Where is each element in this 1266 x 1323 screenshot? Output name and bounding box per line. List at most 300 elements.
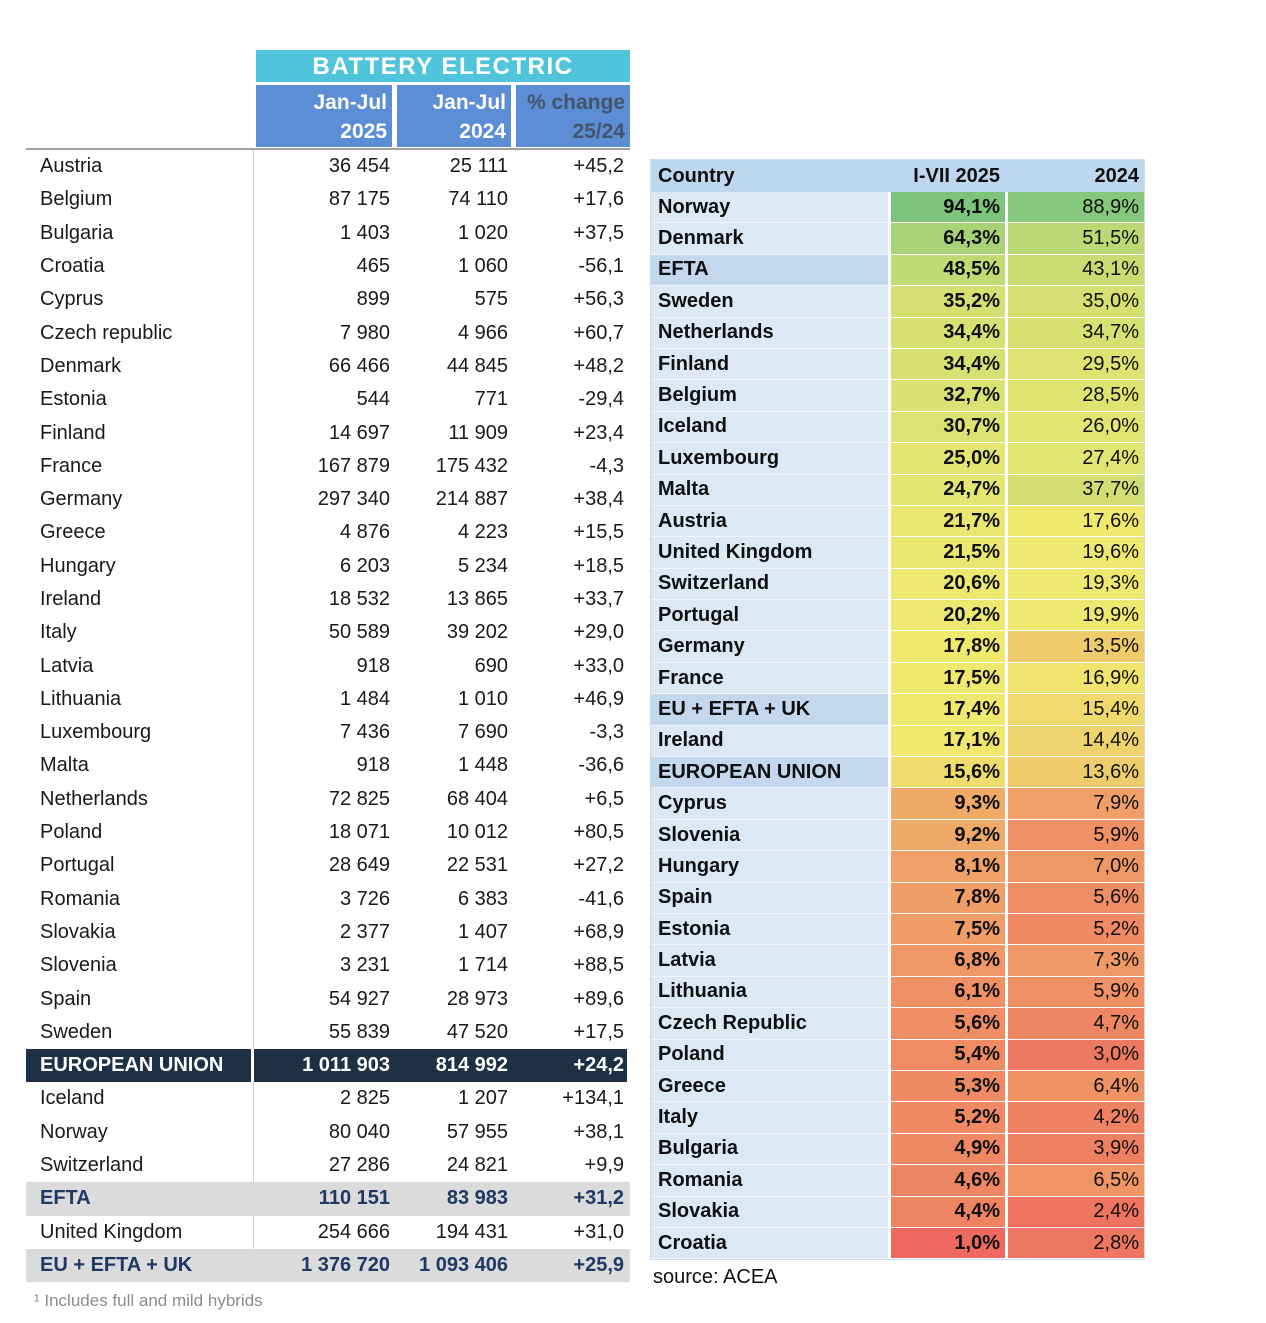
value-jan-jul-2024: 5 234	[457, 554, 508, 577]
left-table-row	[26, 982, 630, 1015]
value-jan-jul-2025: 1 011 903	[302, 1054, 390, 1077]
value-pct-change: +15,5	[573, 521, 624, 544]
left-table-row	[26, 516, 630, 549]
value-jan-jul-2024: 22 531	[446, 854, 508, 877]
share-2025-cell: 6,1%	[888, 977, 1005, 1008]
country-label: Latvia	[651, 945, 888, 976]
value-jan-jul-2024: 690	[474, 654, 508, 677]
right-table-row	[651, 851, 1144, 882]
value-jan-jul-2024: 47 520	[446, 1020, 508, 1043]
header-country: Country	[658, 164, 735, 187]
right-table-row	[651, 1071, 1144, 1102]
value-jan-jul-2024: 10 012	[446, 821, 508, 844]
share-2025-cell: 30,7%	[888, 412, 1005, 443]
left-table-row	[26, 716, 630, 749]
value-jan-jul-2024: 814 992	[435, 1054, 508, 1077]
value-jan-jul-2024: 39 202	[446, 621, 508, 644]
share-2025-cell: 5,3%	[888, 1071, 1005, 1102]
value-pct-change: +45,2	[573, 155, 624, 178]
country-label: Switzerland	[651, 569, 888, 600]
share-2025-cell: 64,3%	[888, 223, 1005, 254]
country-label: Lithuania	[651, 977, 888, 1008]
value-pct-change: -56,1	[578, 255, 624, 278]
share-2024-cell: 28,5%	[1005, 380, 1144, 411]
country-label: France	[651, 663, 888, 694]
share-2025-cell: 15,6%	[888, 757, 1005, 788]
left-table-row	[26, 316, 630, 349]
share-2025-cell: 32,7%	[888, 380, 1005, 411]
share-2025-cell: 34,4%	[888, 318, 1005, 349]
value-pct-change: +6,5	[584, 787, 624, 810]
source-label: source: ACEA	[653, 1266, 778, 1288]
value-jan-jul-2025: 3 726	[339, 887, 390, 910]
left-table-row	[26, 183, 630, 216]
value-jan-jul-2024: 13 865	[446, 588, 508, 610]
left-table-row	[26, 250, 630, 283]
country-label: Cyprus	[651, 788, 888, 819]
value-jan-jul-2025: 18 532	[328, 588, 390, 610]
country-label: Sweden	[26, 1016, 254, 1049]
right-table-rows	[651, 192, 1144, 1259]
country-label: Austria	[651, 506, 888, 537]
value-pct-change: -36,6	[578, 754, 624, 777]
country-label: Bulgaria	[26, 217, 254, 250]
country-label: Germany	[651, 631, 888, 662]
value-jan-jul-2024: 1 060	[457, 255, 508, 278]
left-table-row	[26, 416, 630, 449]
right-table-row	[651, 883, 1144, 914]
country-label: Germany	[26, 483, 254, 516]
country-label: Romania	[26, 883, 254, 916]
value-jan-jul-2024: 4 223	[457, 521, 508, 544]
value-jan-jul-2024: 1 010	[457, 687, 508, 710]
share-2024-cell: 4,7%	[1005, 1008, 1144, 1039]
value-jan-jul-2024: 1 448	[457, 754, 508, 777]
right-table-row	[651, 945, 1144, 976]
right-table-row	[651, 255, 1144, 286]
country-label: Greece	[26, 516, 254, 549]
country-label: EU + EFTA + UK	[651, 694, 888, 725]
value-jan-jul-2024: 57 955	[446, 1120, 508, 1143]
col-header-line: 2024	[459, 120, 506, 143]
col-header-line: 25/24	[572, 120, 625, 143]
country-label: Luxembourg	[651, 443, 888, 474]
share-2025-cell: 20,6%	[888, 569, 1005, 600]
value-jan-jul-2024: 1 714	[457, 954, 508, 977]
share-2025-cell: 24,7%	[888, 475, 1005, 506]
value-jan-jul-2025: 7 436	[339, 721, 390, 744]
share-2024-cell: 27,4%	[1005, 443, 1144, 474]
share-2025-cell: 7,8%	[888, 883, 1005, 914]
left-table-row	[26, 1116, 630, 1149]
left-table-row	[26, 616, 630, 649]
col-header-line: Jan-Jul	[313, 91, 387, 114]
share-2025-cell: 5,2%	[888, 1102, 1005, 1133]
value-pct-change: +33,7	[573, 588, 624, 610]
share-2025-cell: 21,7%	[888, 506, 1005, 537]
share-2025-cell: 7,5%	[888, 914, 1005, 945]
value-jan-jul-2025: 27 286	[328, 1154, 390, 1177]
right-table-row	[651, 977, 1144, 1008]
country-label: Malta	[651, 475, 888, 506]
market-share-table	[651, 160, 1144, 1259]
right-table-row	[651, 1134, 1144, 1165]
country-label: Greece	[651, 1071, 888, 1102]
share-2024-cell: 3,9%	[1005, 1134, 1144, 1165]
value-jan-jul-2025: 110 151	[318, 1187, 390, 1210]
value-pct-change: -29,4	[578, 388, 624, 411]
left-table-row	[26, 350, 630, 383]
value-jan-jul-2025: 918	[356, 654, 390, 677]
value-pct-change: +37,5	[573, 221, 624, 244]
share-2025-cell: 9,3%	[888, 788, 1005, 819]
right-table-row	[651, 443, 1144, 474]
value-jan-jul-2025: 6 203	[339, 554, 390, 577]
country-label: Poland	[26, 816, 254, 849]
value-pct-change: +48,2	[573, 354, 624, 377]
value-jan-jul-2024: 1 093 406	[419, 1253, 508, 1276]
right-table-row	[651, 506, 1144, 537]
value-jan-jul-2025: 297 340	[317, 488, 390, 511]
value-jan-jul-2024: 11 909	[448, 421, 508, 444]
value-jan-jul-2025: 50 589	[328, 621, 390, 644]
country-label: Italy	[651, 1102, 888, 1133]
share-2024-cell: 88,9%	[1005, 192, 1144, 223]
left-table-row	[26, 783, 630, 816]
country-label: Bulgaria	[651, 1134, 888, 1165]
left-table-row	[26, 949, 630, 982]
value-pct-change: +29,0	[573, 621, 624, 644]
value-pct-change: +134,1	[562, 1087, 624, 1110]
right-table-row	[651, 1228, 1144, 1259]
value-jan-jul-2024: 771	[474, 388, 508, 411]
value-jan-jul-2025: 80 040	[328, 1120, 390, 1143]
value-jan-jul-2025: 2 825	[339, 1087, 390, 1110]
country-label: Iceland	[651, 412, 888, 443]
left-table-rows	[26, 148, 630, 1282]
country-label: Finland	[26, 416, 254, 449]
right-table-row	[651, 1102, 1144, 1133]
country-label: Austria	[26, 150, 254, 183]
battery-electric-title: BATTERY ELECTRIC	[256, 50, 630, 82]
value-pct-change: +24,2	[573, 1054, 624, 1077]
value-jan-jul-2025: 1 403	[339, 221, 390, 244]
right-table-row	[651, 757, 1144, 788]
country-label: Croatia	[26, 250, 254, 283]
country-label: EUROPEAN UNION	[651, 757, 888, 788]
country-label: Luxembourg	[26, 716, 254, 749]
value-pct-change: +31,2	[573, 1187, 624, 1210]
col-header-jan-jul-2024	[397, 85, 511, 147]
value-jan-jul-2024: 4 966	[457, 321, 508, 344]
value-pct-change: +23,4	[573, 421, 624, 444]
share-2024-cell: 2,4%	[1005, 1197, 1144, 1228]
col-header-line: % change	[526, 91, 625, 114]
share-2024-cell: 51,5%	[1005, 223, 1144, 254]
value-jan-jul-2025: 899	[356, 288, 390, 311]
right-table-row	[651, 600, 1144, 631]
value-pct-change: +9,9	[584, 1154, 624, 1177]
share-2025-cell: 94,1%	[888, 192, 1005, 223]
share-2024-cell: 43,1%	[1005, 255, 1144, 286]
value-jan-jul-2024: 25 111	[449, 155, 508, 178]
left-table-row	[26, 150, 630, 183]
country-label: Norway	[26, 1116, 254, 1149]
country-label: Slovenia	[651, 820, 888, 851]
country-label: Portugal	[651, 600, 888, 631]
value-jan-jul-2024: 44 845	[446, 354, 508, 377]
right-table-row	[651, 914, 1144, 945]
right-table-row	[651, 631, 1144, 662]
value-jan-jul-2024: 24 821	[446, 1154, 508, 1177]
left-table-row	[26, 1249, 630, 1282]
country-label: EFTA	[40, 1187, 91, 1210]
battery-electric-table	[26, 50, 630, 1311]
value-pct-change: +56,3	[573, 288, 624, 311]
country-label: Malta	[26, 749, 254, 782]
share-2025-cell: 48,5%	[888, 255, 1005, 286]
country-label: Italy	[26, 616, 254, 649]
left-table-row	[26, 1182, 630, 1215]
value-pct-change: +60,7	[573, 321, 624, 344]
share-2024-cell: 13,6%	[1005, 757, 1144, 788]
right-table-row	[651, 820, 1144, 851]
share-2025-cell: 4,4%	[888, 1197, 1005, 1228]
share-2024-cell: 15,4%	[1005, 694, 1144, 725]
share-2024-cell: 5,2%	[1005, 914, 1144, 945]
left-table-row	[26, 749, 630, 782]
share-2024-cell: 3,0%	[1005, 1040, 1144, 1071]
value-pct-change: +80,5	[573, 821, 624, 844]
right-table-row	[651, 380, 1144, 411]
share-2025-cell: 25,0%	[888, 443, 1005, 474]
right-table-row	[651, 1197, 1144, 1228]
left-table-row	[26, 550, 630, 583]
left-table-row	[26, 283, 630, 316]
share-2024-cell: 5,9%	[1005, 820, 1144, 851]
left-table-row	[26, 649, 630, 682]
country-label: Slovakia	[26, 916, 254, 949]
right-table-row	[651, 475, 1144, 506]
left-table-row	[26, 450, 630, 483]
right-table-row	[651, 569, 1144, 600]
country-label: Netherlands	[26, 783, 254, 816]
value-jan-jul-2024: 575	[474, 288, 508, 311]
share-2024-cell: 26,0%	[1005, 412, 1144, 443]
country-label: Cyprus	[26, 283, 254, 316]
share-2025-cell: 5,6%	[888, 1008, 1005, 1039]
country-label: Czech Republic	[651, 1008, 888, 1039]
right-table-header	[651, 160, 1144, 192]
value-jan-jul-2025: 918	[356, 754, 390, 777]
value-jan-jul-2025: 3 231	[339, 954, 390, 977]
country-label: Estonia	[651, 914, 888, 945]
share-2024-cell: 4,2%	[1005, 1102, 1144, 1133]
value-pct-change: +18,5	[573, 554, 624, 577]
value-jan-jul-2025: 87 175	[328, 188, 390, 211]
value-pct-change: +88,5	[573, 954, 624, 977]
share-2025-cell: 35,2%	[888, 286, 1005, 317]
country-label: Denmark	[651, 223, 888, 254]
value-jan-jul-2025: 28 649	[328, 854, 390, 877]
share-2025-cell: 4,6%	[888, 1165, 1005, 1196]
value-jan-jul-2024: 7 690	[457, 721, 508, 744]
share-2024-cell: 17,6%	[1005, 506, 1144, 537]
right-table-row	[651, 788, 1144, 819]
share-2024-cell: 2,8%	[1005, 1228, 1144, 1259]
share-2025-cell: 6,8%	[888, 945, 1005, 976]
share-2024-cell: 13,5%	[1005, 631, 1144, 662]
share-2024-cell: 19,3%	[1005, 569, 1144, 600]
value-jan-jul-2024: 83 983	[446, 1187, 508, 1210]
value-pct-change: -3,3	[589, 721, 624, 744]
country-label: Portugal	[26, 849, 254, 882]
value-jan-jul-2024: 1 407	[457, 920, 508, 943]
value-pct-change: +17,6	[573, 188, 624, 211]
country-label: Hungary	[26, 550, 254, 583]
country-label: Hungary	[651, 851, 888, 882]
country-label: Ireland	[651, 726, 888, 757]
header-2025: I-VII 2025	[913, 164, 1000, 187]
left-table-row	[26, 916, 630, 949]
share-2025-cell: 21,5%	[888, 537, 1005, 568]
value-pct-change: +31,0	[573, 1220, 624, 1243]
share-2024-cell: 7,3%	[1005, 945, 1144, 976]
share-2024-cell: 7,9%	[1005, 788, 1144, 819]
country-label: Sweden	[651, 286, 888, 317]
value-jan-jul-2025: 54 927	[328, 987, 390, 1010]
country-label: Latvia	[26, 649, 254, 682]
col-header-line: Jan-Jul	[432, 91, 506, 114]
right-table-row	[651, 318, 1144, 349]
value-jan-jul-2025: 18 071	[328, 821, 390, 844]
country-label: Czech republic	[26, 316, 254, 349]
share-2025-cell: 34,4%	[888, 349, 1005, 380]
country-label: Croatia	[651, 1228, 888, 1259]
country-label: United Kingdom	[26, 1216, 254, 1249]
share-2025-cell: 20,2%	[888, 600, 1005, 631]
right-table-row	[651, 192, 1144, 223]
share-2024-cell: 35,0%	[1005, 286, 1144, 317]
right-table-row	[651, 1008, 1144, 1039]
value-jan-jul-2025: 14 697	[328, 421, 390, 444]
country-label: Slovakia	[651, 1197, 888, 1228]
country-label: Norway	[651, 192, 888, 223]
value-pct-change: -4,3	[589, 454, 624, 477]
country-label: Switzerland	[26, 1149, 254, 1182]
right-table-row	[651, 537, 1144, 568]
left-table-row	[26, 583, 630, 616]
col-header-jan-jul-2025	[256, 85, 392, 147]
share-2024-cell: 7,0%	[1005, 851, 1144, 882]
country-label: Ireland	[26, 583, 254, 616]
value-pct-change: +27,2	[573, 854, 624, 877]
col-header-line: 2025	[340, 120, 387, 143]
right-table-row	[651, 1040, 1144, 1071]
country-label: Estonia	[26, 383, 254, 416]
country-label: Poland	[651, 1040, 888, 1071]
value-jan-jul-2025: 55 839	[328, 1020, 390, 1043]
right-table-row	[651, 223, 1144, 254]
value-pct-change: +38,1	[573, 1120, 624, 1143]
value-jan-jul-2025: 1 376 720	[301, 1253, 390, 1276]
left-table-row	[26, 1082, 630, 1115]
country-label: Finland	[651, 349, 888, 380]
share-2024-cell: 34,7%	[1005, 318, 1144, 349]
country-label: EFTA	[651, 255, 888, 286]
country-label: Belgium	[651, 380, 888, 411]
value-jan-jul-2024: 1 020	[457, 221, 508, 244]
country-label: Romania	[651, 1165, 888, 1196]
left-table-row	[26, 1216, 630, 1249]
share-2024-cell: 29,5%	[1005, 349, 1144, 380]
share-2024-cell: 6,4%	[1005, 1071, 1144, 1102]
share-2024-cell: 19,9%	[1005, 600, 1144, 631]
value-pct-change: +38,4	[573, 488, 624, 511]
value-jan-jul-2025: 167 879	[317, 454, 390, 477]
right-table-row	[651, 286, 1144, 317]
value-jan-jul-2024: 74 110	[448, 188, 508, 211]
country-label: Spain	[651, 883, 888, 914]
left-table-row	[26, 1016, 630, 1049]
value-pct-change: +25,9	[573, 1253, 624, 1276]
value-jan-jul-2025: 2 377	[339, 920, 390, 943]
country-label: Lithuania	[26, 683, 254, 716]
right-table-row	[651, 694, 1144, 725]
value-pct-change: +89,6	[573, 987, 624, 1010]
col-header-pct-change	[516, 85, 630, 147]
value-pct-change: -41,6	[578, 887, 624, 910]
country-label: Netherlands	[651, 318, 888, 349]
value-jan-jul-2025: 544	[356, 388, 390, 411]
value-jan-jul-2024: 68 404	[446, 787, 508, 810]
share-2025-cell: 17,5%	[888, 663, 1005, 694]
value-jan-jul-2024: 214 887	[435, 488, 508, 511]
share-2025-cell: 17,1%	[888, 726, 1005, 757]
left-table-row	[26, 483, 630, 516]
value-jan-jul-2025: 1 484	[339, 687, 390, 710]
right-table-row	[651, 663, 1144, 694]
share-2025-cell: 17,4%	[888, 694, 1005, 725]
country-label: France	[26, 450, 254, 483]
right-table-row	[651, 412, 1144, 443]
left-table-row	[26, 1149, 630, 1182]
value-jan-jul-2025: 465	[356, 255, 390, 278]
header-2024: 2024	[1094, 164, 1139, 187]
value-pct-change: +68,9	[573, 920, 624, 943]
value-jan-jul-2025: 254 666	[317, 1220, 390, 1243]
country-label: United Kingdom	[651, 537, 888, 568]
value-jan-jul-2024: 194 431	[435, 1220, 508, 1243]
left-table-row	[26, 883, 630, 916]
share-2024-cell: 16,9%	[1005, 663, 1144, 694]
share-2024-cell: 5,9%	[1005, 977, 1144, 1008]
value-jan-jul-2025: 4 876	[339, 521, 390, 544]
left-table-row	[26, 849, 630, 882]
value-jan-jul-2024: 1 207	[457, 1087, 508, 1110]
share-2025-cell: 8,1%	[888, 851, 1005, 882]
share-2025-cell: 9,2%	[888, 820, 1005, 851]
country-label: Belgium	[26, 183, 254, 216]
left-table-row	[26, 1049, 630, 1082]
left-table-row	[26, 217, 630, 250]
country-label: Spain	[26, 982, 254, 1015]
right-table-row	[651, 349, 1144, 380]
country-label: EU + EFTA + UK	[40, 1253, 193, 1276]
country-label: Denmark	[26, 350, 254, 383]
share-2025-cell: 1,0%	[888, 1228, 1005, 1259]
value-jan-jul-2025: 66 466	[328, 354, 390, 377]
